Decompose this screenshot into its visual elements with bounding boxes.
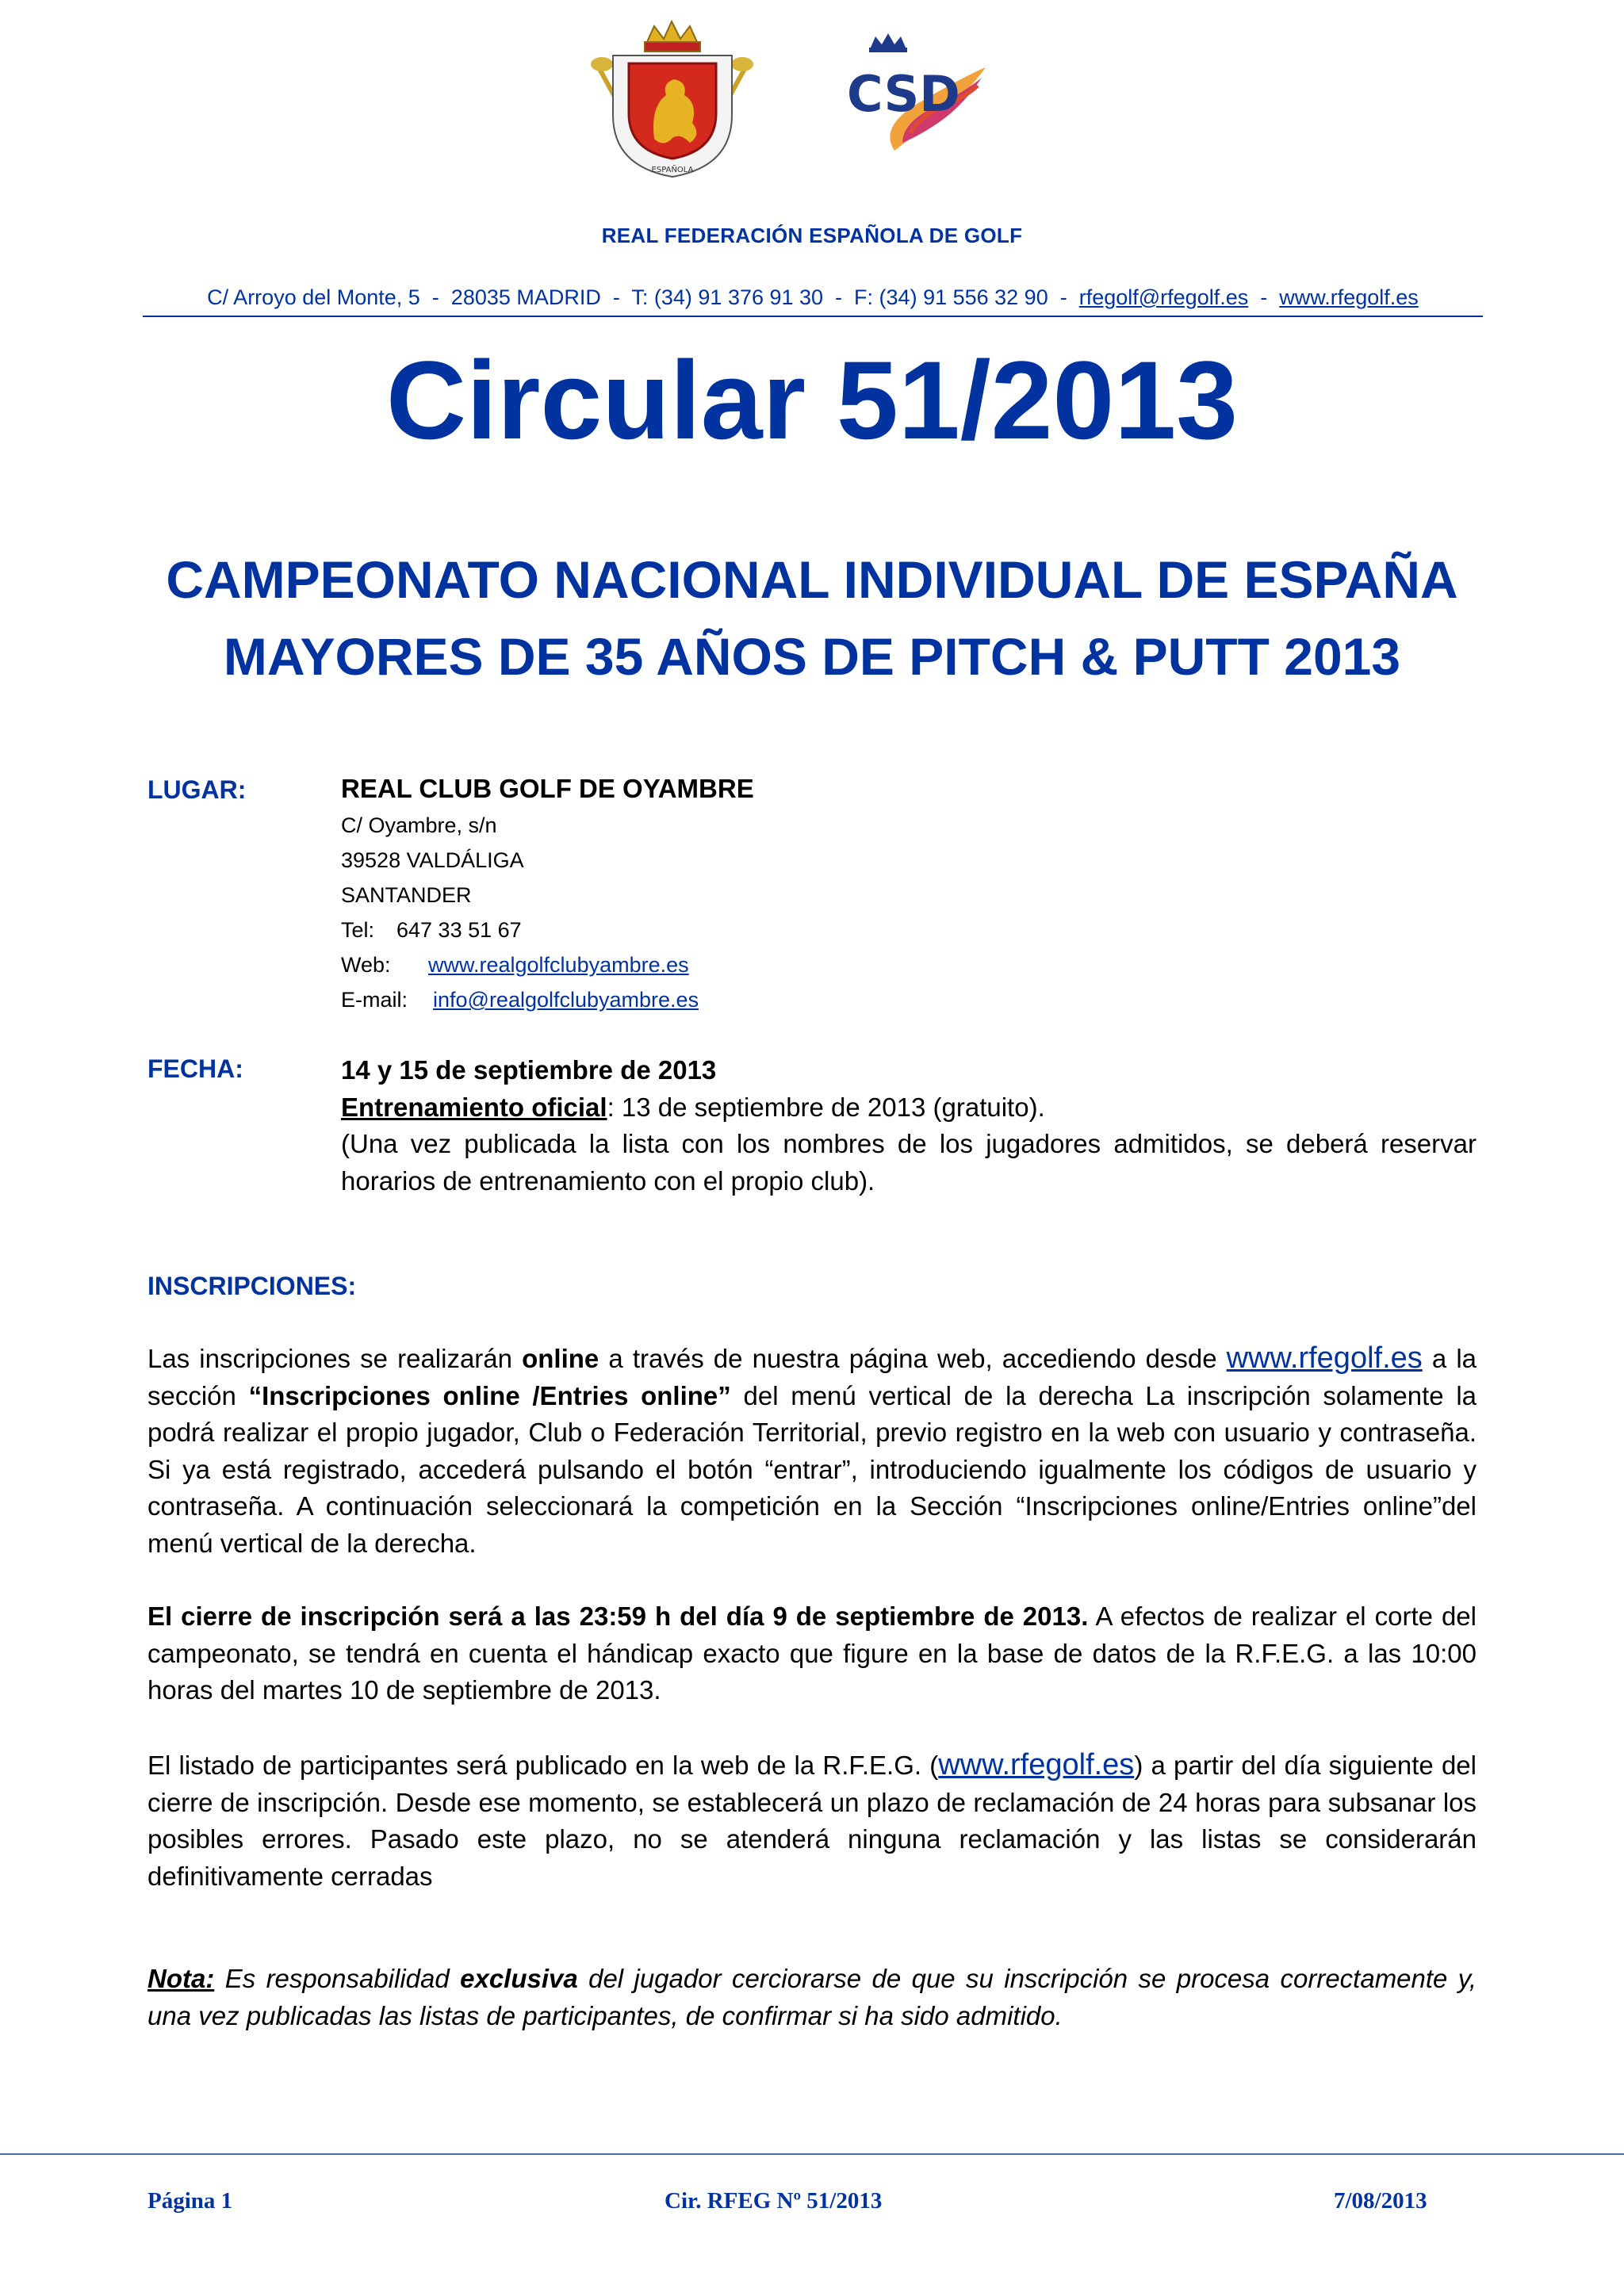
text-span: Las inscripciones se realizarán — [147, 1344, 523, 1373]
svg-text:CSD: CSD — [847, 65, 960, 123]
venue-city: SANTANDER — [341, 883, 472, 907]
nota-label: Nota: — [147, 1964, 215, 1993]
inscripciones-paragraph-1 — [147, 1340, 1477, 1562]
header-divider — [143, 316, 1483, 317]
inscripciones-paragraph-2 — [147, 1598, 1477, 1709]
text-span: A efectos de realizar el corte del campeonato, se tendrá en cuenta el hándicap exacto que figure en la base de datos de la R.F.E.G. a las 10:00 horas del martes 10 de septiembre de 2013. — [147, 1601, 1477, 1705]
phone-label: Tel: — [341, 918, 375, 942]
fecha-block — [341, 1052, 1477, 1200]
circular-title: Circular 51/2013 — [385, 338, 1239, 462]
event-dates: 14 y 15 de septiembre de 2013 — [341, 1055, 717, 1085]
text-bold: online — [522, 1344, 599, 1373]
deadline-bold: El cierre de inscripción será a las 23:59 h del día 9 de septiembre de 2013. — [147, 1601, 1089, 1631]
csd-logo — [847, 32, 990, 163]
svg-text:ESPAÑOLA: ESPAÑOLA — [651, 166, 694, 174]
footer-date: 7/08/2013 — [1334, 2188, 1427, 2214]
text-span: a la sección — [147, 1344, 1477, 1410]
subtitle-line-2: MAYORES DE 35 AÑOS DE PITCH & PUTT 2013 — [223, 627, 1401, 686]
organization-name: REAL FEDERACIÓN ESPAÑOLA DE GOLF — [601, 224, 1023, 247]
web-label: Web: — [341, 953, 391, 977]
inscripciones-paragraph-3 — [147, 1747, 1477, 1895]
text-span: del jugador cerciorarse de que su inscripción se procesa correctamente y, una vez publicadas las listas de participantes, de confirmar si ha sido admitido. — [147, 1964, 1477, 2030]
text-span: El listado de participantes será publicado en la web de la R.F.E.G. ( — [147, 1751, 939, 1780]
venue-email-link[interactable]: info@realgolfclubyambre.es — [433, 988, 699, 1012]
training-line — [341, 1089, 1477, 1127]
text-span: a través de nuestra página web, accediendo desde — [599, 1344, 1227, 1373]
venue-email — [341, 988, 699, 1012]
text-span: ) a partir del día siguiente del cierre de inscripción. Desde ese momento, se establecerá un plazo de reclamación de 24 horas para subsanar los posibles errores. Pasado este plazo, no se atenderá ninguna reclamación y las listas se considerarán definitivamente cerradas — [147, 1751, 1477, 1891]
nota-paragraph — [147, 1961, 1477, 2034]
email-label: E-mail: — [341, 988, 408, 1012]
fecha-label: FECHA: — [147, 1054, 243, 1083]
contact-web-link[interactable]: www.rfegolf.es — [1279, 285, 1419, 309]
venue-name: REAL CLUB GOLF DE OYAMBRE — [341, 774, 754, 803]
footer-page-number: Página 1 — [147, 2188, 233, 2214]
venue-web-link[interactable]: www.realgolfclubyambre.es — [428, 953, 689, 977]
rfeg-crest-logo — [591, 20, 753, 178]
footer-reference: Cir. RFEG Nº 51/2013 — [665, 2188, 883, 2214]
text-bold: exclusiva — [460, 1964, 578, 1993]
rfegolf-link[interactable]: www.rfegolf.es — [1226, 1341, 1423, 1375]
venue-phone — [341, 918, 522, 943]
venue-address-1: C/ Oyambre, s/n — [341, 813, 497, 837]
venue-address-2: 39528 VALDÁLIGA — [341, 848, 524, 872]
contact-email-link[interactable]: rfegolf@rfegolf.es — [1078, 285, 1249, 309]
training-text: : 13 de septiembre de 2013 (gratuito). — [607, 1092, 1045, 1122]
text-span: del menú vertical de la derecha La inscripción solamente la podrá realizar el propio jugador, Club o Federación Territorial, previo registro en la web con usuario y contraseña. Si ya está registrado, accederá pulsando el botón “entrar”, introduciendo igualmente los códigos de usuario y contraseña. A continuación seleccionará la competición en la Sección “Inscripciones online/Entries online”del menú vertical de la derecha. — [147, 1380, 1477, 1558]
footer-divider — [0, 2153, 1624, 2155]
contact-address: C/ Arroyo del Monte, 5 - 28035 MADRID - T: (34) 91 376 91 30 - F: (34) 91 556 32 90 - — [207, 285, 1079, 309]
subtitle-line-1: CAMPEONATO NACIONAL INDIVIDUAL DE ESPAÑA — [166, 550, 1458, 609]
inscripciones-label: INSCRIPCIONES: — [147, 1272, 357, 1300]
phone-value: 647 33 51 67 — [396, 918, 522, 942]
contact-line — [143, 285, 1483, 310]
contact-separator: - — [1248, 285, 1280, 309]
text-span: Es responsabilidad — [214, 1964, 461, 1993]
text-bold: “Inscripciones online /Entries online” — [248, 1380, 731, 1410]
rfegolf-link[interactable]: www.rfegolf.es — [938, 1748, 1135, 1781]
training-label: Entrenamiento oficial — [341, 1092, 607, 1122]
venue-web — [341, 953, 689, 978]
training-note: (Una vez publicada la lista con los nombres de los jugadores admitidos, se deberá reservar horarios de entrenamiento con el propio club). — [341, 1129, 1477, 1196]
lugar-label: LUGAR: — [147, 775, 247, 804]
